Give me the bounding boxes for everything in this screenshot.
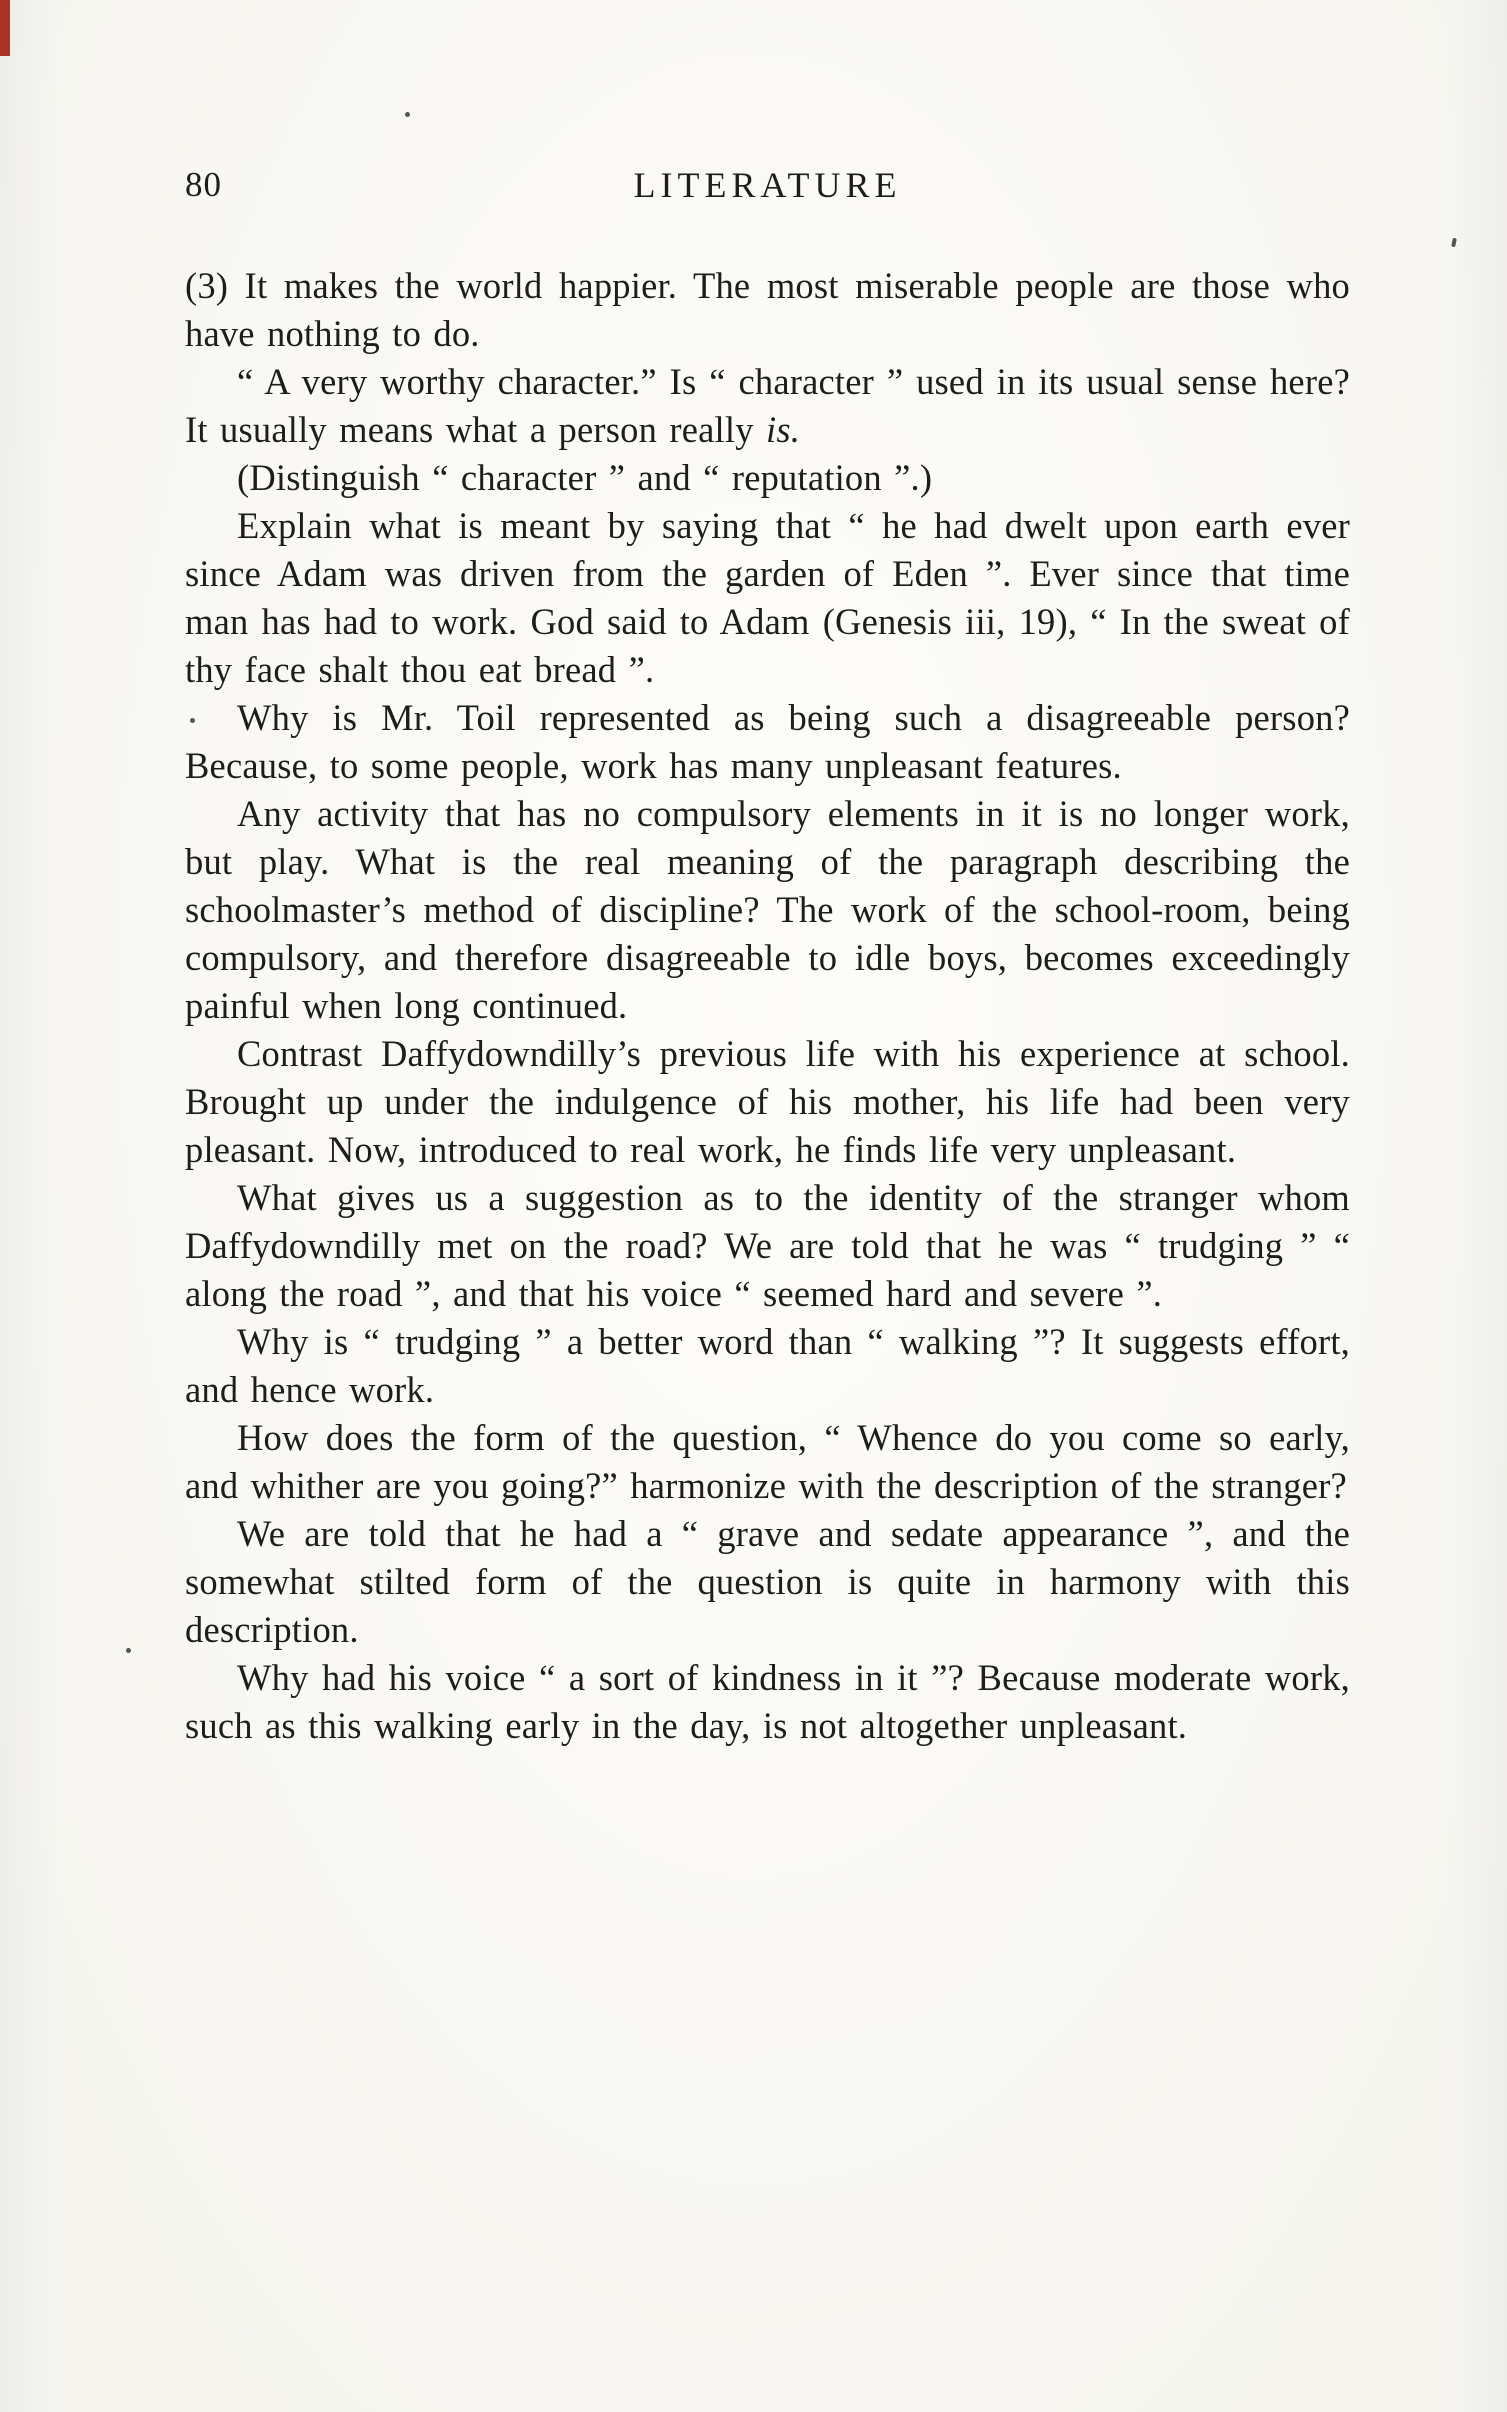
text-run: (Distinguish “ character ” and “ reputation ”.) — [237, 457, 933, 498]
paragraph — [185, 502, 1350, 694]
scan-speck — [1451, 238, 1457, 248]
text-run: What gives us a suggestion as to the identity of the stranger whom Daffydowndilly met on the road? We are told that he was “ trudging ” “ along the road ”, and that his voice “ seemed hard and severe ”. — [185, 1177, 1350, 1314]
text-run: Explain what is meant by saying that “ he had dwelt upon earth ever since Adam was driven from the garden of Eden ”. Ever since that time man has had to work. God said to Adam (Genesis iii, 19), “ In the sweat of thy face shalt thou eat bread ”. — [185, 505, 1350, 690]
scan-speck — [126, 1648, 131, 1653]
text-run: Why is “ trudging ” a better word than “ walking ”? It suggests effort, and hence work. — [185, 1321, 1350, 1410]
page-number: 80 — [185, 165, 222, 204]
text-run: Why is Mr. Toil represented as being such a disagreeable person? Because, to some people, work has many unpleasant features. — [185, 697, 1350, 786]
scan-edge-mark — [0, 0, 10, 56]
paragraph — [185, 1174, 1350, 1318]
running-title: LITERATURE — [633, 165, 902, 205]
text-run: “ A very worthy character.” Is “ character ” used in its usual sense here? It usually means what a person really — [185, 361, 1350, 450]
text-run: Any activity that has no compulsory elements in it is no longer work, but play. What is the real meaning of the paragraph describing the schoolmaster’s method of discipline? The work of the school-room, being compulsory, and therefore disagreeable to idle boys, becomes exceedingly painful when long continued. — [185, 793, 1350, 1026]
text-run: How does the form of the question, “ Whence do you come so early, and whither are you going?” harmonize with the description of the stranger? — [185, 1417, 1350, 1506]
page-header — [185, 160, 1350, 210]
page-body — [185, 262, 1350, 1750]
paragraph — [185, 1030, 1350, 1174]
paragraph — [185, 262, 1350, 358]
text-run: We are told that he had a “ grave and sedate appearance ”, and the somewhat stilted form of the question is quite in harmony with this description. — [185, 1513, 1350, 1650]
text-run: Contrast Daffydowndilly’s previous life with his experience at school. Brought up under the indulgence of his mother, his life had been very pleasant. Now, introduced to real work, he finds life very unpleasant. — [185, 1033, 1350, 1170]
paragraph — [185, 1414, 1350, 1510]
scan-speck — [405, 112, 410, 117]
paragraph — [185, 358, 1350, 454]
paragraph — [185, 790, 1350, 1030]
paragraph — [185, 1318, 1350, 1414]
paragraph — [185, 1654, 1350, 1750]
paragraph — [185, 1510, 1350, 1654]
text-run: Why had his voice “ a sort of kindness in it ”? Because moderate work, such as this walking early in the day, is not altogether unpleasant. — [185, 1657, 1350, 1746]
paragraph — [185, 694, 1350, 790]
paragraph — [185, 454, 1350, 502]
text-run: (3) It makes the world happier. The most miserable people are those who have nothing to do. — [185, 265, 1350, 354]
italic-text-run: is. — [766, 409, 801, 450]
